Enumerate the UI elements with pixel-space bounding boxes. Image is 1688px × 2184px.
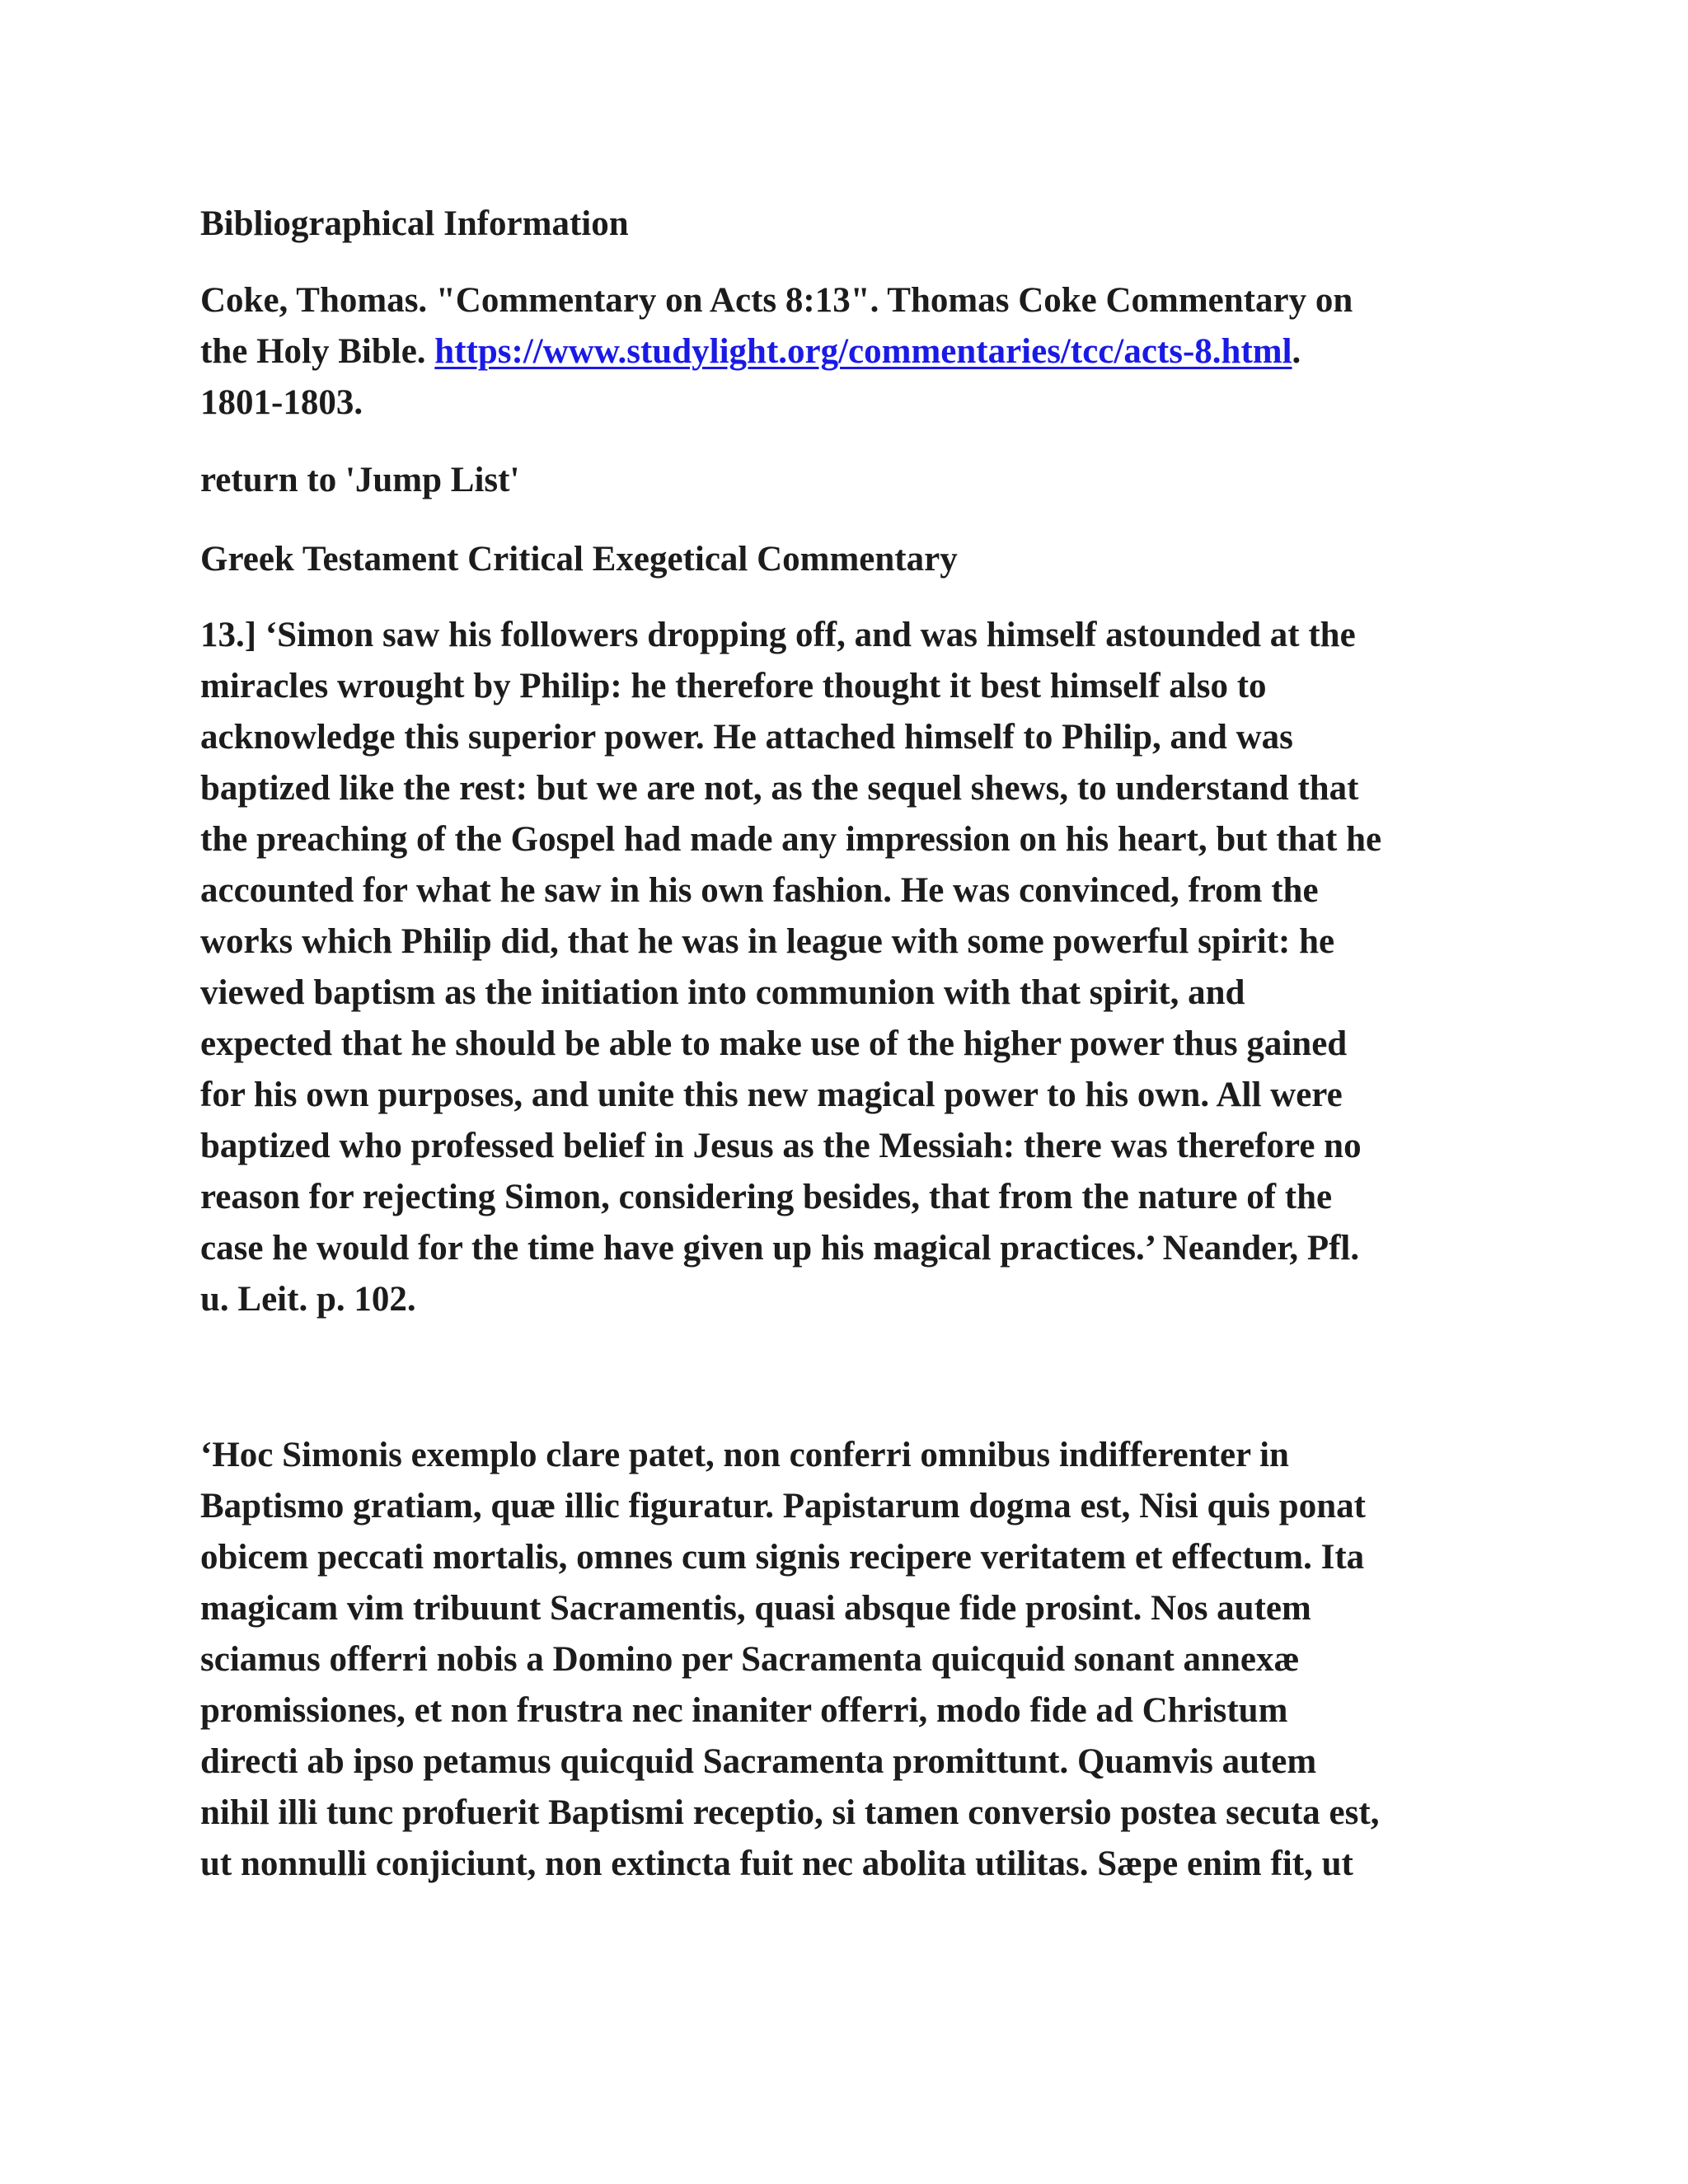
studylight-url-link[interactable]: https://www.studylight.org/commentaries/tcc/acts-8.html [434, 332, 1292, 371]
paragraph1-line: viewed baptism as the initiation into communion with that spirit, and [200, 973, 1245, 1012]
paragraph2-line: ut nonnulli conjiciunt, non extincta fuit nec abolita utilitas. Sæpe enim fit, ut [200, 1844, 1353, 1883]
bibliographical-heading-text: Bibliographical Information [200, 204, 629, 243]
paragraph1-line: expected that he should be able to make use of the higher power thus gained [200, 1024, 1348, 1063]
paragraph1-line: case he would for the time have given up his magical practices.’ Neander, Pfl. [200, 1229, 1360, 1268]
section-heading [200, 534, 1519, 585]
paragraph1-line: works which Philip did, that he was in league with some powerful spirit: he [200, 922, 1335, 961]
paragraph2-line: sciamus offerri nobis a Domino per Sacramenta quicquid sonant annexæ [200, 1640, 1300, 1679]
paragraph2-line: obicem peccati mortalis, omnes cum signis recipere veritatem et effectum. Ita [200, 1538, 1365, 1577]
paragraph1-line: 13.] ‘Simon saw his followers dropping off, and was himself astounded at the [200, 616, 1356, 654]
paragraph1-line: u. Leit. p. 102. [200, 1280, 416, 1319]
citation-block [200, 275, 1519, 429]
return-to-jump-list-text[interactable]: return to 'Jump List' [200, 461, 520, 499]
return-to-jump-list[interactable] [200, 455, 1519, 506]
paragraph1-line: baptized who professed belief in Jesus as the Messiah: there was therefore no [200, 1127, 1362, 1165]
paragraph2-line: ‘Hoc Simonis exemplo clare patet, non conferri omnibus indifferenter in [200, 1436, 1289, 1474]
paragraph1-line: acknowledge this superior power. He attached himself to Philip, and was [200, 718, 1293, 757]
section-heading-text: Greek Testament Critical Exegetical Commentary [200, 540, 958, 579]
paragraph1-line: accounted for what he saw in his own fashion. He was convinced, from the [200, 871, 1319, 910]
paragraph2-line: directi ab ipso petamus quicquid Sacramenta promittunt. Quamvis autem [200, 1742, 1317, 1781]
commentary-paragraph-1 [200, 610, 1519, 1325]
paragraph2-line: nihil illi tunc profuerit Baptismi receptio, si tamen conversio postea secuta est, [200, 1793, 1380, 1832]
commentary-paragraph-2 [200, 1430, 1519, 1890]
paragraph2-line: magicam vim tribuunt Sacramentis, quasi absque fide prosint. Nos autem [200, 1589, 1311, 1628]
paragraph2-line: Baptismo gratiam, quæ illic figuratur. Papistarum dogma est, Nisi quis ponat [200, 1487, 1366, 1526]
paragraph1-line: baptized like the rest: but we are not, as the sequel shews, to understand that [200, 769, 1359, 808]
paragraph1-line: the preaching of the Gospel had made any impression on his heart, but that he [200, 820, 1382, 859]
paragraph1-line: reason for rejecting Simon, considering besides, that from the nature of the [200, 1178, 1333, 1216]
citation-line-3: 1801-1803. [200, 383, 363, 422]
citation-suffix: . [1292, 332, 1301, 371]
paragraph2-line: promissiones, et non frustra nec inaniter offerri, modo fide ad Christum [200, 1691, 1288, 1730]
bibliographical-heading [200, 199, 1519, 250]
citation-line-1: Coke, Thomas. "Commentary on Acts 8:13". Thomas Coke Commentary on [200, 281, 1353, 320]
citation-line-2 [200, 326, 1519, 377]
paragraph1-line: for his own purposes, and unite this new magical power to his own. All were [200, 1076, 1343, 1114]
citation-prefix: the Holy Bible. [200, 332, 435, 371]
paragraph1-line: miracles wrought by Philip: he therefore thought it best himself also to [200, 667, 1267, 705]
